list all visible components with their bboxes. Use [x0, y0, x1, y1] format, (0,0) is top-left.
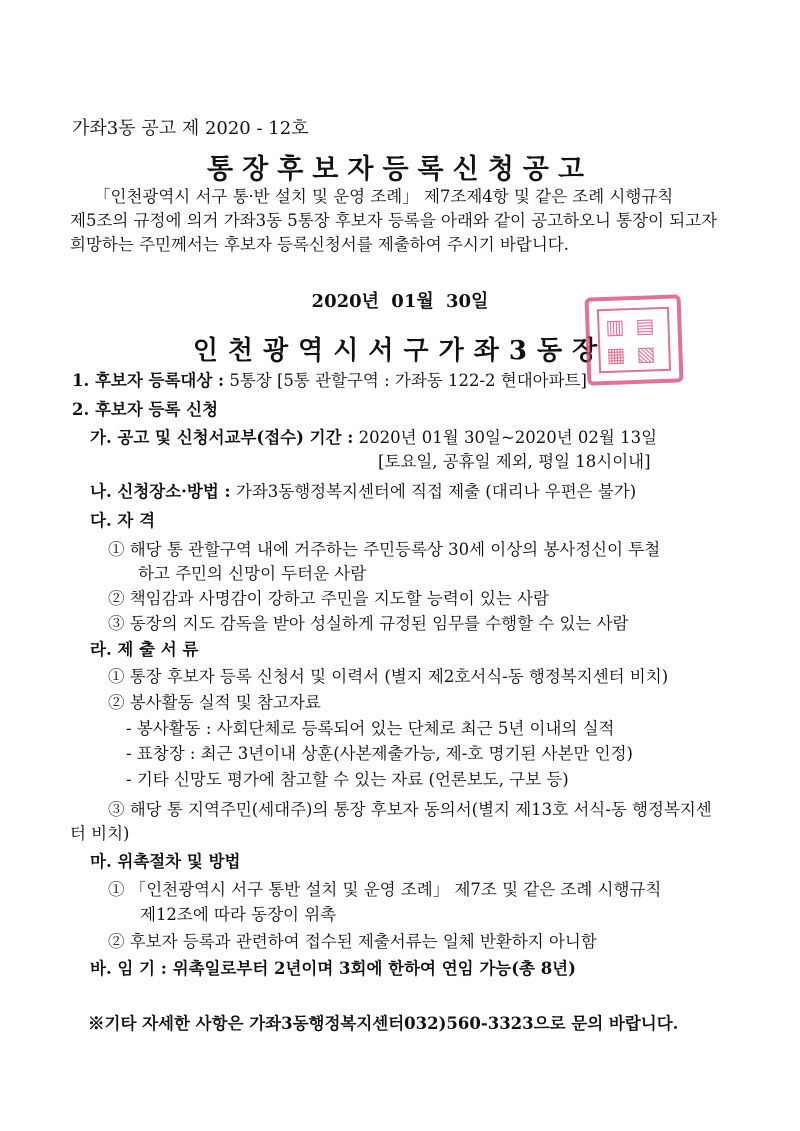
- item-ma-2: ② 후보자 등록과 관련하여 접수된 제출서류는 일체 반환하지 아니함: [108, 932, 597, 951]
- section-1: [72, 370, 587, 392]
- notice-number: 가좌3동 공고 제 2020 - 12호: [72, 118, 309, 139]
- item-ba: 바. 임 기 : 위촉일로부터 2년이며 3회에 한하여 연임 가능(총 8년): [90, 959, 576, 978]
- item-da-2: ② 책임감과 사명감이 강하고 주민을 지도할 능력이 있는 사람: [108, 589, 549, 608]
- item-da-1b: 하고 주민의 신망이 두터운 사람: [138, 564, 367, 583]
- item-ra-heading: 라. 제 출 서 류: [90, 640, 199, 659]
- item-na-value: 가좌3동행정복지센터에 직접 제출 (대리나 우편은 불가): [230, 482, 637, 501]
- item-da-heading: 다. 자 격: [90, 511, 156, 530]
- item-ra-3b: 터 비치): [70, 824, 130, 843]
- intro-line-2: 제5조의 규정에 의거 가좌3동 5통장 후보자 등록을 아래와 같이 공고하오니 통장이 되고자: [70, 211, 718, 230]
- item-ma-1a: ① 「인천광역시 서구 통반 설치 및 운영 조례」 제7조 및 같은 조례 시행규칙: [108, 880, 662, 899]
- section-1-value: 5통장 [5통 관할구역 : 가좌동 122-2 현대아파트]: [224, 371, 587, 390]
- item-ra-2: ② 봉사활동 실적 및 참고자료: [108, 693, 321, 712]
- item-ra-2b: - 표창장 : 최근 3년이내 상훈(사본제출가능, 제-호 명기된 사본만 인정): [126, 744, 633, 763]
- item-da-1a: ① 해당 통 관할구역 내에 거주하는 주민등록상 30세 이상의 봉사정신이 투철: [108, 540, 661, 559]
- item-ra-2a: - 봉사활동 : 사회단체로 등록되어 있는 단체로 최근 5년 이내의 실적: [126, 719, 615, 738]
- item-ga-label: 가. 공고 및 신청서교부(접수) 기간 :: [90, 428, 354, 447]
- item-ra-3a: ③ 해당 통 지역주민(세대주)의 통장 후보자 동의서(별지 제13호 서식-동 행정복지센: [108, 800, 712, 819]
- intro-line-1: 「인천광역시 서구 통·반 설치 및 운영 조례」 제7조제4항 및 같은 조례 시행규칙: [94, 187, 674, 206]
- issuer-name: 인천광역시서구가좌3동장: [192, 336, 608, 366]
- intro-line-3: 희망하는 주민께서는 후보자 등록신청서를 제출하여 주시기 바랍니다.: [70, 235, 569, 254]
- official-seal-stamp: ▥ ▤ ▦ ▧: [584, 294, 683, 385]
- item-da-3: ③ 동장의 지도 감독을 받아 성실하게 규정된 임무를 수행할 수 있는 사람: [108, 614, 629, 633]
- section-1-label: 1. 후보자 등록대상 :: [72, 371, 225, 390]
- footer-contact-note: ※기타 자세한 사항은 가좌3동행정복지센터032)560-3323으로 문의 바랍니다.: [88, 1014, 679, 1033]
- item-ra-1: ① 통장 후보자 등록 신청서 및 이력서 (별지 제2호서식-동 행정복지센터 비치): [108, 667, 669, 686]
- item-ga: [90, 427, 657, 449]
- item-ma-heading: 마. 위촉절차 및 방법: [90, 852, 241, 871]
- item-ga-note: [토요일, 공휴일 제외, 평일 18시이내]: [378, 452, 651, 471]
- item-na-label: 나. 신청장소·방법 :: [90, 482, 231, 501]
- item-ga-value: 2020년 01월 30일~2020년 02월 13일: [353, 428, 658, 447]
- notice-date: 2020년 01월 30일: [311, 291, 489, 312]
- document-title: 통장후보자등록신청공고: [207, 154, 593, 185]
- item-ma-1b: 제12조에 따라 동장이 위촉: [140, 905, 337, 924]
- item-ra-2c: - 기타 신망도 평가에 참고할 수 있는 자료 (언론보도, 구보 등): [126, 770, 569, 789]
- section-2-heading: 2. 후보자 등록 신청: [72, 400, 219, 419]
- item-na: [90, 481, 636, 503]
